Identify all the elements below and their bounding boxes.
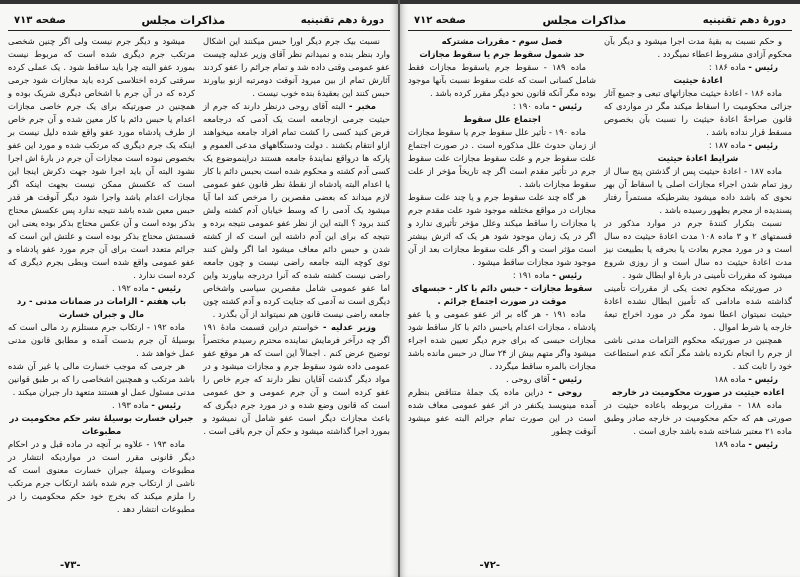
- speaker-name: رئیس -: [748, 439, 778, 449]
- speech-text: ماده ۱۸۷ :: [708, 140, 746, 150]
- speaker-paragraph: [408, 386, 596, 438]
- speaker-name: مخبر -: [348, 101, 376, 111]
- session-label: دورهٔ دهم تقنینیه: [702, 14, 786, 26]
- speech-text: ماده ۱۸۸: [714, 374, 746, 384]
- speaker-name: رئیس -: [552, 101, 582, 111]
- column-left: [8, 35, 195, 516]
- speaker-name: رئیس -: [151, 283, 181, 293]
- speech-text: خواستم دراین قسمت مادهٔ ۱۹۱ اگر چه درآخر فرمایش نماینده محترم رسیدم مختصراً توضیح عرض کنم . اجمالاً این است که هر موقع عفو عمومی داده شود سقوط جرم و مجازات میشود و در مواد دیگر گذشت آقایان نظر دارند که جرم خاص را عفو کرده است و آن جرم عمومی و حق عمومی است که قانون وضع شده و در مورد جرم دیگری که باعث مجازات دیگر است عفو شامل آن نمیشود و بمورد اجرا گذاشته میشود و حکم آن جرم باقی است .: [203, 322, 390, 436]
- text-columns: [408, 35, 792, 451]
- article-paragraph: در صورتیکه محکوم تحت یکی از مقررات تأمینی گذاشته شده مادامی که تأمین ابطال نشده اعادهٔ حیثیت نمیتوان اعطا نمود مگر در مورد اخراج تبعهٔ خارجه یا شرط اموال .: [604, 283, 792, 332]
- article-paragraph: میشود و دیگر جرم نیست ولی اگر چنین شخصی مرتکب جرم دیگری شده است که مربوط نیست بمورد عفو البته چرا باید ساقط شود . یک عملی کرده سرقتی کرده اختلاسی کرده باید مجازات شود جرمی کرده که در آن جرم با اشخاص دیگری شریک بوده و همچنین در صورتیکه برای یک جرم خاصی مجازات اعدام یا حبس دائم با کار معین شده و آن جرم خاص از طرف پادشاه مورد عفو واقع شده دلیل نیست بر اینکه یک جرم دیگری که مرتکب شده و مورد این عفو بخصوص نبوده است مجازات آن جرم در بارهٔ اش اجرا نشود البته آن باید اجرا شود جهت ذکرش اینجا این است که عکسش ممکن نیست بجهت اینکه اگر مجازات اعدام باشد واجرا شود دیگر آنوقت هر قدر حبس معین شده باشد نتیجه ندارد پس عکسش محتاج بذکر بوده است و آن عکس محتاج بذکر بوده یعنی این قسمتش محتاج بذکر بوده است و علتش این است که جرائم متعدد است برای آن جرم مورد عفو پادشاه و عفو عمومی واقع شده است وبطی بجرم دیگری که کرده است ندارد .: [8, 36, 195, 280]
- speaker-paragraph: [203, 100, 390, 321]
- section-heading: سقوط مجازات - حبس دائم با کار - حبسهای موقت در صورت اجتماع جرائم .: [411, 283, 593, 306]
- article-paragraph: ماده ۱۹۱ - هر گاه بر اثر عفو عمومی و یا عفو پادشاه ، مجازات اعدام یاحبس دائم با کار ساقط شود مجازات حبسی که برای جرم دیگر تعیین شده اجراء میشود واگر متهم بیش از ۲۴ سال در حبس مانده باشد مجازات بالمره ساقط میگردد .: [408, 309, 596, 371]
- article-paragraph: ماده ۱۸۹ - سقوط جرم یاسقوط مجازات فقط شامل کسانی است که علت سقوط نسبت بآنها موجود بوده مگر آنکه قانون نحو دیگر مقرر کرده باشد .: [408, 62, 596, 98]
- page-header: [408, 10, 792, 31]
- article-paragraph: ماده ۱۸۸ - مقررات مربوطه باعاده حیثیت در صورتی هم که حکم محکومیت در خارجه صادر وطبق ماده ۲۱ معتبر شناخته شده باشد جاری است .: [604, 400, 792, 436]
- speaker-name: رئیس -: [748, 374, 778, 384]
- speaker-name: وزیر عدلیه -: [323, 322, 376, 332]
- speech-text: ماده ۱۹۰ :: [512, 101, 550, 111]
- column-right: [604, 35, 792, 451]
- speaker-paragraph: [8, 399, 195, 412]
- section-heading: شرایط اعادهٔ حیثیت: [657, 153, 739, 163]
- article-paragraph: ماده ۱۹۰ - تأثیر علل سقوط جرم یا سقوط مجازات از زمان حدوث علل مذکوره است . در صورت اجتماع علت سقوط جرم و علت سقوط مجازات علت سقوط جرم در تأثیر مقدم است اگر چه تاریخاً مؤخر از علت سقوط مجازات باشد .: [408, 127, 596, 189]
- speaker-paragraph: [604, 139, 792, 152]
- publication-title: مذاکرات مجلس: [141, 13, 226, 27]
- page-712: [400, 0, 800, 577]
- speech-text: دراین ماده یک جملهٔ متناقض بنظرم آمده مینویسد یکنفر در اثر عفو عمومی معاف شده است در این صورت تمام جرائم البته عفو میشود آنوقت چطور: [408, 387, 596, 436]
- section-heading: باب هفتم - الزامات در ضمانات مدنی - رد مال و جبران خسارت: [16, 296, 187, 319]
- column-right: [203, 35, 390, 516]
- speaker-paragraph: [408, 269, 596, 282]
- column-left: [408, 35, 596, 451]
- article-paragraph: هر گاه چند علت سقوط جرم و یا چند علت سقوط مجازات در مواقع مختلفه موجود شود علت مقدم جرم یا مجازات را ساقط میکند وعلل مؤخر تأثیری ندارد و اگر در یک زمان موجود شود هر یک که اثرش بیشتر است مؤثر است و اگر علت سقوط مجازات بعد از آن موجود شود مجازات ساقط میشود .: [408, 192, 596, 267]
- scan-edge: [400, 0, 800, 4]
- article-paragraph: هر جرمی که موجب خسارت مالی یا غیر آن شده باشد مرتکب و همچنین اشخاصی را که بر طبق قوانین مدنی مسئول عمل او هستند متعهد دار جبران میکند .: [8, 361, 195, 397]
- article-paragraph: ماده ۱۸۷ - اعادهٔ حیثیت پس از گذشتن پنج سال از روز تمام شدن اجراء مجازات اصلی یا اسقاط آن بهر نحوی که باشد داده میشود بشرطیکه مستمراً رفتار پسندیده از مجرم بظهور رسیده باشد .: [604, 166, 792, 215]
- section-heading: اعادهٔ حیثیت: [673, 75, 723, 85]
- speech-text: آقای روحی .: [506, 374, 550, 384]
- publication-title: مذاکرات مجلس: [542, 13, 627, 27]
- speaker-paragraph: [604, 61, 792, 74]
- article-paragraph: نسبت بیک جرم دیگر اورا حبس میکنند این اشکال وارد بنظر بنده و نمیدانم نظر آقای وزیر عدلیه چیست عفو عمومی وقتی داده شد و تمام جرائم را عفو کردند آثارش تمام از بین میرود آنوقت دومرتبه ازنو بیاورند حبس کنند این بعقیدهٔ بنده خوب نیست .: [203, 36, 390, 98]
- section-heading: اعاده حیثیت در صورت محکومیت در خارجه: [611, 387, 785, 397]
- speech-text: ماده ۱۸۶ :: [708, 62, 746, 72]
- speaker-name: روحی -: [548, 387, 582, 397]
- text-columns: [8, 35, 390, 516]
- speaker-name: رئیس -: [151, 400, 181, 410]
- speaker-name: رئیس -: [748, 62, 778, 72]
- article-paragraph: ماده ۱۹۳ - علاوه بر آنچه در ماده قبل و در احکام دیگر قانونی مقرر است در مواردیکه انتشار در مطبوعات وسیلهٔ جبران خسارت معنوی است که ناشی از ارتکاب جرم شده باشد ارتکاب جرم مرتکب را ملزم میکند که بخرج خود حکم محکومیت را در مطبوعات انتشار دهد .: [8, 439, 195, 514]
- article-paragraph: و حکم نسبت به بقیهٔ مدت اجرا میشود و دیگر بآن محکوم آزادی مشروط اعطاء نمیگردد .: [604, 36, 792, 59]
- scan-edge: [0, 0, 398, 4]
- speaker-paragraph: [604, 373, 792, 386]
- article-paragraph: نسبت بتکرار کنندهٔ جرم در موارد مذکور در قسمتهای ۲ و ۳ ماده ۱۰۸ مدت اعادهٔ حیثیت ده سال است و در مورد مجرم بعادت یا بحرفه یا بطبیعت نیز مدت اعادهٔ حیثیت ده سال است و از روزی شروع میشود که مقررات تأمینی در بارهٔ او ابطال شود .: [604, 218, 793, 280]
- speech-text: ماده ۱۹۱ :: [512, 270, 550, 280]
- section-heading: حد شمول سقوط جرم یا سقوط مجازات: [419, 49, 585, 59]
- session-label: دورهٔ دهم تقنینیه: [300, 14, 384, 26]
- speaker-paragraph: [408, 100, 596, 113]
- speaker-name: رئیس -: [748, 140, 778, 150]
- speaker-name: رئیس -: [552, 270, 582, 280]
- speaker-paragraph: [8, 282, 195, 295]
- section-heading: اجتماع علل سقوط: [463, 114, 541, 124]
- speaker-paragraph: [203, 321, 390, 438]
- article-paragraph: ماده ۱۸۶ - اعادهٔ حیثیت مجازاتهای تبعی و جمیع آثار جزائی محکومیت را اسقاط میکند مگر در مواردی که قانون صراحةً اعادهٔ حیثیت را نسبت بآن بخصوص مسقط قرار نداده باشد .: [604, 88, 792, 137]
- speaker-name: رئیس -: [552, 374, 582, 384]
- article-paragraph: ماده ۱۹۲ - ارتکاب جرم مستلزم رد مالی است که بوسیلهٔ آن جرم بدست آمده و مطابق قانون مدنی عمل خواهد شد .: [8, 322, 195, 358]
- section-heading: فصل سوم - مقررات مشترکه: [441, 36, 563, 46]
- speech-text: البته آقای روحی درنظر دارند که جرم از حیثیت جرمی ازجامعه است یک آدمی که درجامعه فرض کنید کسی را کشت تمام افراد جامعه میخواهند ازاو انتقام بکشند . دولت ودستگاههای مدعی العموم و پارکه ها درواقع نمایندهٔ جامعه هستند دراینموضوع یک کسی آدم کشته و محکوم شده است بحبس دائم با کار یا اعدام البته پادشاه از نقطهٔ نظر قانون عفو عمومی لازم میداند که بعضی مقصرین را مرخص کند اما آیا میشود یک آدمی را که وسط خیابان آدم کشته ولش کنند برود ؟ البته این از نظر عفو عمومی نتیجه برده و نتیجه که برای این آدم داشته این است که از کشته شدن و حبس دائم معاف میشود اما اگر ولش کنند توی کوچه البته جامعه راضی نیست و چون جامعه راضی نیست کشته شده که آنرا دردرجه بیاورند واین اما عفو عمومی شامل مقصرین سیاسی واشخاص دیگری است نه آدمی که جنایت کرده و آدم کشته چون جامعه راضی نیست قانون هم نمیتواند از آن بگذرد .: [203, 101, 390, 319]
- speaker-paragraph: [408, 373, 596, 386]
- page-footer-number: -۷۲-: [479, 560, 500, 571]
- page-footer-number: -۷۳-: [60, 560, 81, 571]
- page-header: [8, 10, 390, 31]
- speaker-paragraph: [604, 438, 792, 451]
- speech-text: ماده ۱۹۳ .: [112, 400, 149, 410]
- section-heading: جبران خسارت بوسیلهٔ نشر حکم محکومیت در مطبوعات: [9, 413, 194, 436]
- article-paragraph: همچنین در صورتیکه محکوم التزامات مدنی ناشی از جرم را انجام نکرده باشد مگر آنکه عدم استطاعت خود را ثابت کند .: [604, 335, 792, 371]
- speech-text: ماده ۱۸۹: [714, 439, 746, 449]
- speech-text: ماده ۱۹۲ .: [112, 283, 149, 293]
- page-number: صفحه ۷۱۳: [14, 14, 66, 26]
- page-number: صفحه ۷۱۲: [414, 14, 466, 26]
